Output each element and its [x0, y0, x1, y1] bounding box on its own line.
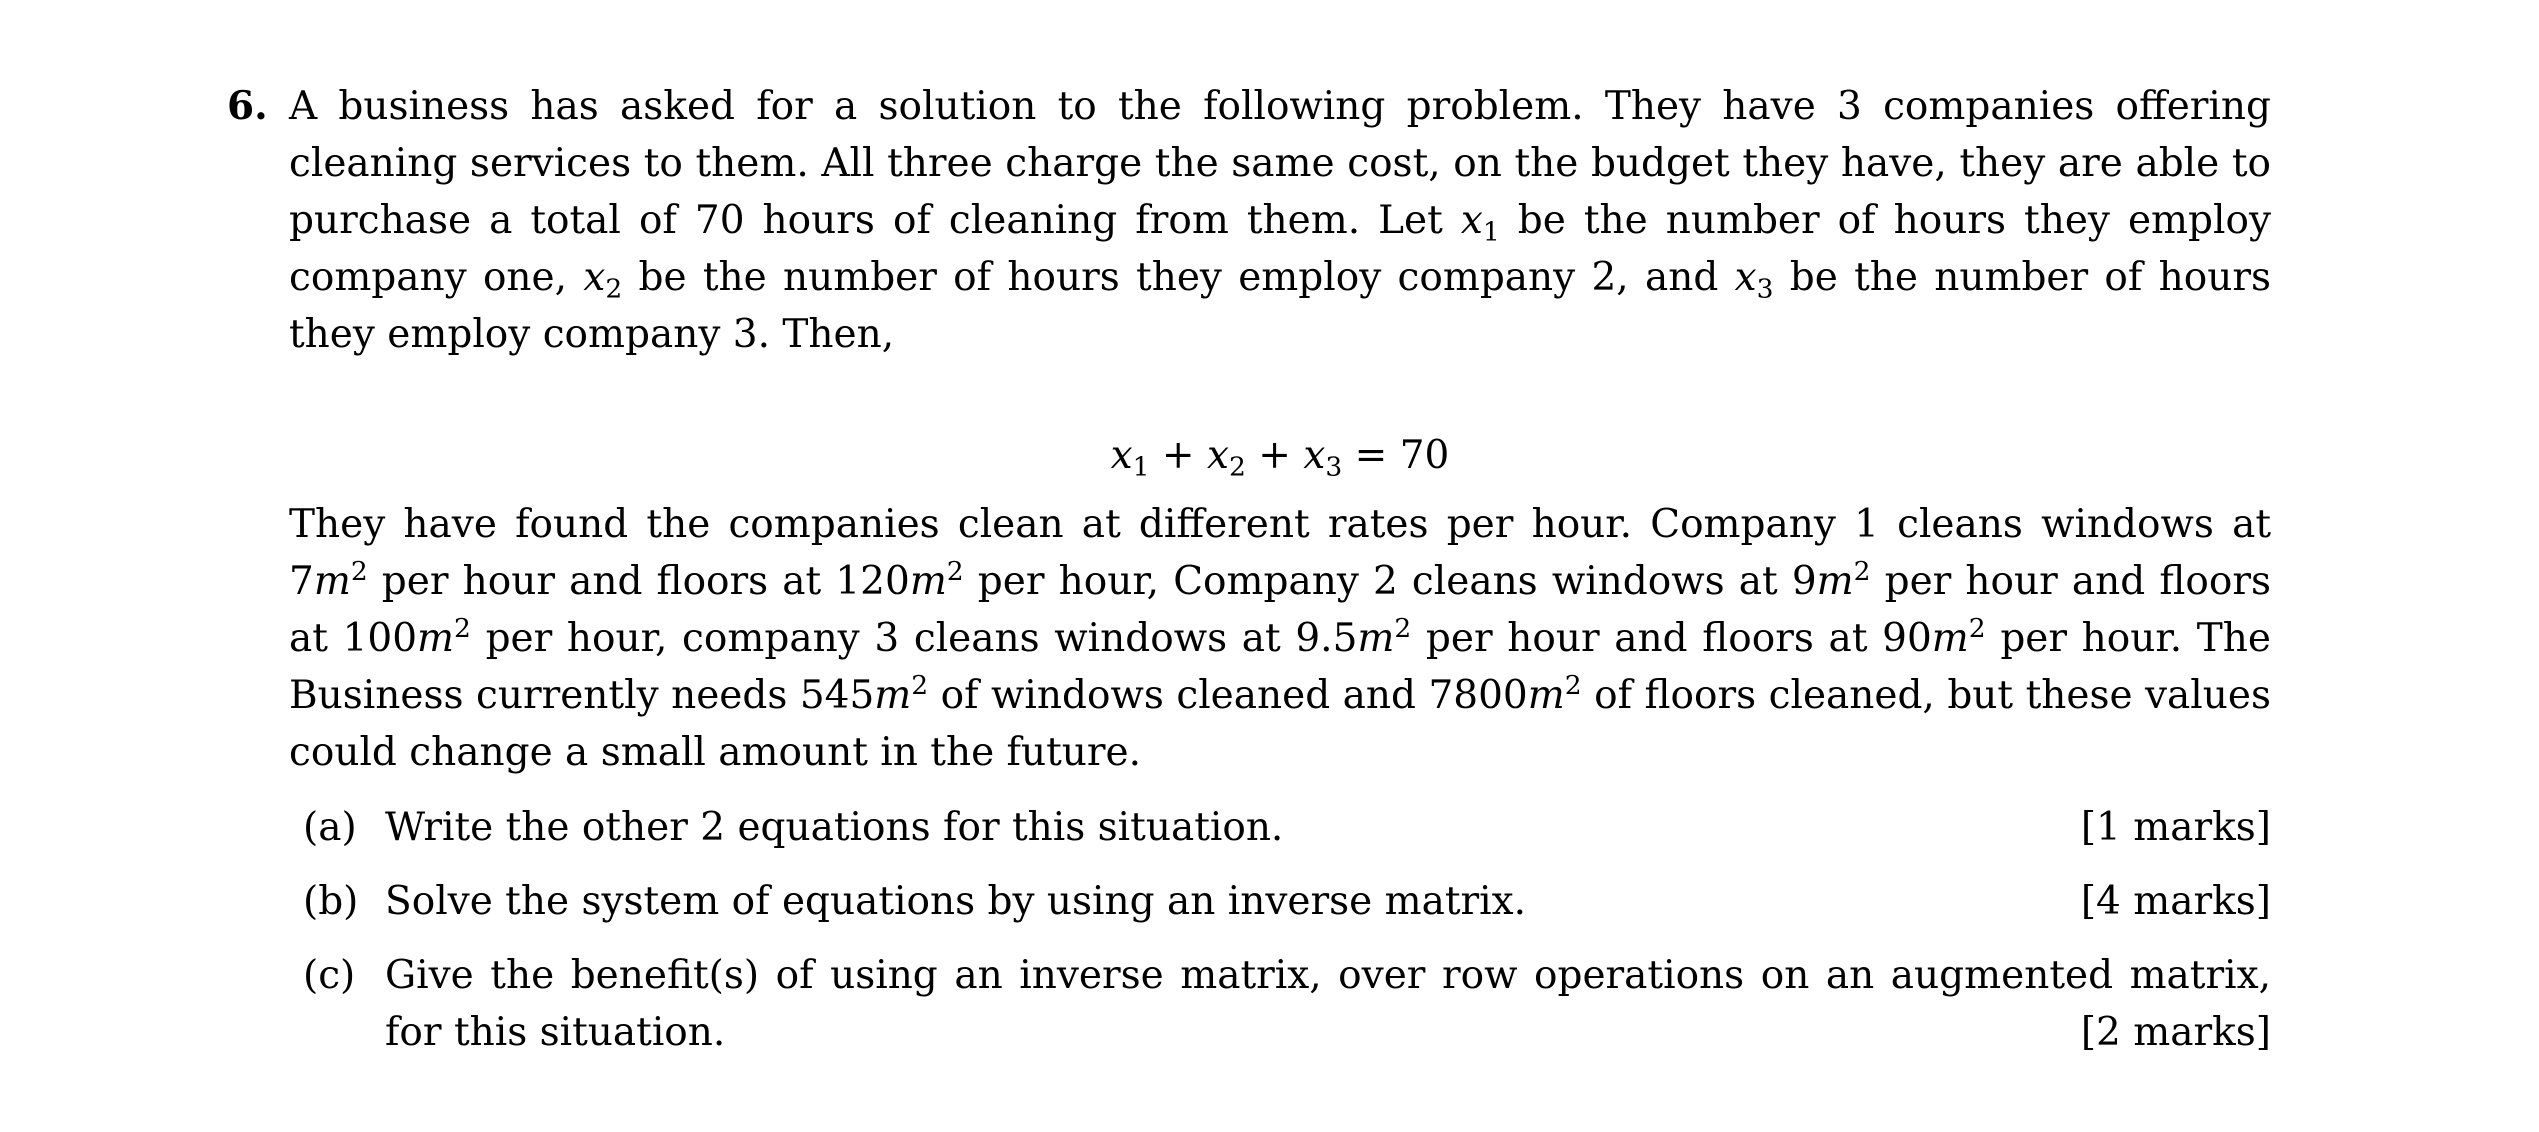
part-text: Solve the system of equations by using an inverse matrix.	[385, 879, 1527, 924]
rates-paragraph: They have found the companies clean at different rates per hour. Company 1 cleans windows at $7m^2$ per hour and floors at $120m^2$ per hour, Company 2 cleans windows at $9m^2$ per hour and floors at $100m^2$ per hour, company 3 cleans windows at $9.5m^2$ per hour and floors at $90m^2$ per hour. The Business currently needs $545m^2$ of windows cleaned and $7800m^2$ of floors cleaned, but these values could change a small amount in the future.	[289, 502, 2272, 775]
intro-text-1: A business has asked for a solution to the following problem. They have 3 companies offering cleaning services to them. All three charge the same cost, on the budget they have, they are able to purchase a total of 70 hours of cleaning from them. Let	[289, 84, 2271, 243]
question-body	[289, 78, 2271, 1078]
marks-label: [2 marks]	[2080, 1010, 2271, 1055]
question-6	[227, 78, 2271, 1078]
part-text: Write the other 2 equations for this situation.	[385, 805, 1284, 850]
question-parts	[289, 799, 2271, 1061]
intro-text-2: be the number of hours they employ company one,	[289, 198, 2271, 300]
marks-label: [4 marks]	[2080, 879, 2271, 924]
var-x1: $x_1$	[1460, 198, 1500, 248]
marks-label: [1 marks]	[2080, 805, 2271, 850]
part-text: Give the benefit(s) of using an inverse matrix, over row operations on an augmented matrix,	[385, 953, 2271, 998]
part-label: (c)	[303, 953, 356, 998]
part-c	[289, 947, 2271, 1061]
part-b	[289, 873, 2271, 930]
part-label: (b)	[303, 879, 359, 924]
part-label: (a)	[303, 805, 357, 850]
intro-paragraph	[289, 78, 2271, 363]
var-x3: $x_3$	[1734, 255, 1774, 305]
intro-text-4: be the number of hours they employ company 3. Then,	[289, 255, 2272, 357]
part-text-continued: for this situation.	[385, 1010, 726, 1055]
var-x2: $x_2$	[583, 255, 623, 305]
intro-text-3: be the number of hours they employ company 2, and	[622, 255, 1735, 300]
part-a	[289, 799, 2271, 856]
question-header	[227, 78, 2271, 1078]
question-number: 6.	[227, 83, 268, 129]
display-equation: $x_1 + x_2 + x_3 = 70$	[1110, 433, 1450, 483]
